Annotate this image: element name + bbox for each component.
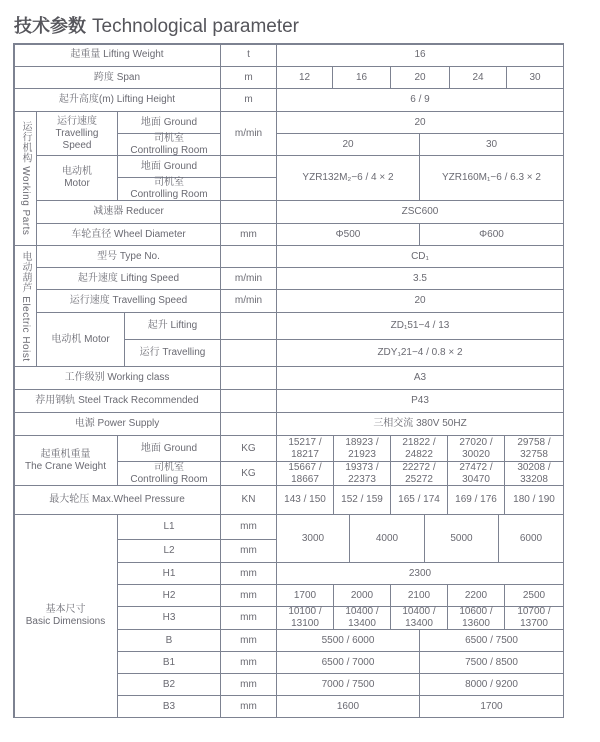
unit-cell: [220, 289, 277, 313]
row-label-steel-track: [13, 389, 221, 413]
cell-text: 地面 Ground: [140, 160, 198, 172]
row-label-travelling-speed: [36, 289, 221, 313]
unit-cell: [220, 66, 277, 89]
cell-text: 20: [414, 295, 426, 306]
value-cell: [504, 435, 564, 462]
cell-text: 13400: [348, 618, 376, 629]
cell-text: ZSC600: [401, 206, 439, 217]
cell-text: 6500 / 7500: [465, 634, 518, 646]
cell-text: 30: [529, 71, 541, 83]
cell-text: mm: [240, 521, 257, 532]
unit-cell: [220, 485, 277, 515]
unit-cell: [220, 629, 277, 652]
cell-text: 地面 Ground: [140, 116, 198, 128]
value-cell: [276, 435, 334, 462]
cell-text: mm: [240, 545, 257, 556]
cell-text: 18217: [291, 448, 319, 460]
cell-text: 基本尺寸: [45, 604, 86, 615]
cell-text: 24822: [405, 448, 433, 460]
row-label-basic-dimensions: [13, 514, 118, 718]
dim-label-h1: [117, 562, 221, 585]
dim-label-h2: [117, 584, 221, 607]
value-cell: [276, 562, 564, 585]
value-cell: [333, 485, 391, 515]
value-cell: [332, 66, 391, 89]
cell-text: 30470: [462, 473, 490, 485]
row-label-max-wheel-pressure: [13, 485, 221, 515]
cell-text: mm: [240, 228, 257, 240]
cell-text: A3: [413, 372, 427, 383]
cell-text: 跨度 Span: [93, 71, 141, 83]
cell-text: 司机室: [153, 132, 184, 144]
value-cell: [419, 629, 564, 652]
cell-text: H2: [162, 589, 176, 601]
sub-label-controlling-room: [117, 133, 221, 156]
cell-text: Controlling Room: [130, 189, 208, 200]
row-label-motor: [36, 155, 118, 201]
value-cell: [349, 514, 425, 563]
dim-label-b: [117, 629, 221, 652]
cell-text: 18667: [291, 473, 319, 485]
cell-text: 16: [355, 71, 368, 83]
value-cell: [276, 88, 564, 112]
cell-text: 运行速度: [56, 115, 97, 127]
cell-text: 司机室: [153, 461, 184, 473]
cell-text: 2100: [407, 589, 431, 601]
value-cell: [276, 312, 564, 340]
unit-cell: [220, 111, 277, 156]
value-cell: [390, 606, 448, 630]
unit-cell: [220, 223, 277, 246]
cell-text: 2300: [408, 567, 432, 579]
unit-cell: [220, 200, 277, 224]
cell-text: mm: [240, 589, 257, 601]
value-cell: [276, 43, 564, 67]
cell-text: 起升 Lifting: [147, 320, 198, 331]
value-cell: [333, 606, 391, 630]
cell-text: 5500 / 6000: [321, 634, 375, 646]
row-label-travelling-speed: [36, 111, 118, 156]
row-label-lifting-height: [13, 88, 221, 112]
value-cell: [419, 673, 564, 696]
cell-text: m/min: [234, 272, 263, 284]
cell-text: mm: [240, 700, 257, 712]
cell-text: 运行 Travelling: [139, 347, 206, 358]
cell-text: 13700: [520, 618, 548, 629]
row-label-crane-weight: [13, 435, 118, 486]
unit-cell: [220, 461, 277, 486]
cell-text: mm: [240, 678, 257, 690]
value-cell: [276, 584, 334, 607]
dim-label-b3: [117, 695, 221, 718]
cell-text: 24: [472, 71, 484, 83]
unit-cell: [220, 584, 277, 607]
cell-text: 司机室: [153, 177, 184, 188]
value-cell: [506, 66, 564, 89]
cell-text: 25272: [405, 473, 433, 485]
cell-text: 15217 /: [288, 436, 322, 448]
unit-cell: [220, 177, 277, 201]
cell-text: Travelling: [55, 127, 99, 139]
cell-text: m: [244, 94, 253, 105]
cell-text: 8000 / 9200: [465, 678, 518, 690]
cell-text: ZD₁51−4 / 13: [390, 320, 450, 331]
cell-text: L2: [163, 545, 175, 556]
value-cell: [419, 651, 564, 674]
value-cell: [276, 606, 334, 630]
cell-text: 减速器 Reducer: [93, 206, 164, 217]
value-cell: [276, 339, 564, 367]
cell-text: 4000: [375, 532, 399, 544]
value-cell: [419, 223, 564, 246]
value-cell: [276, 629, 420, 652]
cell-text: KN: [241, 494, 256, 505]
cell-text: 30020: [462, 448, 490, 460]
value-cell: [276, 673, 420, 696]
value-cell: [276, 695, 420, 718]
group-label-electric-hoist: [13, 245, 37, 367]
cell-text: 169 / 176: [455, 494, 497, 505]
cell-text: 1700: [293, 589, 317, 601]
unit-cell: [220, 514, 277, 540]
cell-text: 143 / 150: [284, 494, 326, 505]
cell-text: 5000: [450, 532, 473, 544]
unit-cell: [220, 88, 277, 112]
value-cell: [419, 133, 564, 156]
cell-text: 运行速度 Travelling Speed: [69, 295, 188, 306]
cell-text: P43: [411, 395, 429, 406]
cell-text: 7500 / 8500: [465, 656, 518, 668]
cell-text: 地面 Ground: [140, 442, 198, 454]
cell-text: 27472 /: [459, 461, 493, 473]
cell-text: 22373: [348, 473, 376, 485]
cell-text: m: [244, 71, 253, 83]
cell-text: 电动机: [62, 166, 92, 177]
unit-cell: [220, 245, 277, 268]
cell-text: 最大轮压 Max.Wheel Pressure: [49, 494, 185, 505]
row-label-hoist-motor: [36, 312, 125, 367]
row-label-wheel-diameter: [36, 223, 221, 246]
cell-text: ZDY₁21−4 / 0.8 × 2: [377, 347, 463, 358]
dim-label-l2: [117, 539, 221, 563]
dim-label-l1: [117, 514, 221, 540]
cell-text: 车轮直径 Wheel Diameter: [71, 228, 186, 240]
cell-text: B1: [162, 656, 176, 668]
unit-cell: [220, 412, 277, 436]
row-label-power-supply: [13, 412, 221, 436]
value-cell: [276, 223, 420, 246]
value-cell: [504, 485, 564, 515]
cell-text: KG: [241, 467, 256, 479]
cell-text: 10400 /: [345, 606, 379, 617]
cell-text: 13400: [405, 618, 433, 629]
value-cell: [419, 695, 564, 718]
sub-label-ground: [117, 155, 221, 178]
cell-text: 152 / 159: [341, 494, 383, 505]
cell-text: CD₁: [411, 250, 429, 262]
cell-text: B3: [162, 700, 176, 712]
cell-text: 22272 /: [402, 461, 436, 473]
sub-label-ground: [117, 435, 221, 462]
cell-text: 起重机重量: [40, 448, 91, 460]
cell-text: H3: [162, 612, 176, 623]
cell-text: H1: [162, 567, 176, 579]
unit-cell: [220, 312, 277, 340]
cell-text: 电动机 Motor: [51, 333, 110, 345]
cell-text: 13600: [462, 618, 490, 629]
row-label-type-no: [36, 245, 221, 268]
dim-label-h3: [117, 606, 221, 630]
cell-text: Controlling Room: [130, 144, 208, 156]
unit-cell: [220, 155, 277, 178]
cell-text: m/min: [234, 295, 263, 306]
value-cell: [424, 514, 499, 563]
value-cell: [276, 111, 564, 134]
cell-text: 21923: [348, 448, 376, 460]
cell-text: 30: [485, 138, 498, 150]
cell-text: 12: [298, 71, 311, 83]
sub-label-lifting: [124, 312, 221, 340]
cell-text: L1: [163, 521, 175, 532]
cell-text: m/min: [234, 127, 263, 139]
cell-text: Controlling Room: [130, 473, 208, 485]
row-label-working-class: [13, 366, 221, 390]
cell-text: 21822 /: [402, 436, 436, 448]
value-cell: [276, 389, 564, 413]
unit-cell: [220, 562, 277, 585]
cell-text: 2000: [350, 589, 374, 601]
cell-text: 20: [342, 138, 354, 150]
value-cell: [333, 435, 391, 462]
cell-text: 180 / 190: [513, 494, 555, 505]
cell-text: 运行机构 Working Parts: [20, 121, 31, 236]
cell-text: 2500: [522, 589, 546, 601]
value-cell: [276, 412, 564, 436]
unit-cell: [220, 366, 277, 390]
unit-cell: [220, 651, 277, 674]
value-cell: [390, 584, 448, 607]
cell-text: 32758: [520, 448, 548, 460]
dim-label-b1: [117, 651, 221, 674]
cell-text: The Crane Weight: [25, 460, 106, 472]
cell-text: 1700: [480, 700, 503, 712]
value-cell: [276, 485, 334, 515]
unit-cell: [220, 43, 277, 67]
cell-text: 6500 / 7000: [321, 656, 375, 668]
unit-cell: [220, 339, 277, 367]
cell-text: B: [165, 634, 173, 646]
row-label-lifting-weight: [13, 43, 221, 67]
unit-cell: [220, 673, 277, 696]
unit-cell: [220, 606, 277, 630]
cell-text: 起升高度(m) Lifting Height: [58, 94, 176, 105]
value-cell: [447, 461, 505, 486]
value-cell: [276, 289, 564, 313]
row-label-span: [13, 66, 221, 89]
value-cell: [276, 267, 564, 290]
value-cell: [276, 66, 333, 89]
group-label-working-parts: [13, 111, 37, 246]
cell-text: 3000: [301, 532, 325, 544]
cell-text: 电动葫芦 Electric Hoist: [20, 250, 31, 362]
cell-text: 10400 /: [402, 606, 436, 617]
cell-text: 起升速度 Lifting Speed: [77, 272, 180, 284]
cell-text: 三相交流 380V 50HZ: [373, 418, 467, 429]
cell-text: mm: [240, 567, 257, 579]
unit-cell: [220, 267, 277, 290]
cell-text: Basic Dimensions: [25, 616, 106, 627]
value-cell: [419, 155, 564, 201]
value-cell: [390, 66, 450, 89]
title-en: Technological parameter: [92, 16, 300, 37]
cell-text: 33208: [520, 473, 548, 485]
cell-text: 29758 /: [517, 436, 551, 448]
value-cell: [447, 584, 505, 607]
value-cell: [449, 66, 507, 89]
cell-text: YZR132M₂−6 / 4 × 2: [302, 172, 394, 183]
cell-text: Speed: [62, 139, 92, 151]
value-cell: [504, 584, 564, 607]
cell-text: 20: [414, 71, 426, 83]
dim-label-b2: [117, 673, 221, 696]
value-cell: [276, 245, 564, 268]
unit-cell: [220, 389, 277, 413]
cell-text: 165 / 174: [398, 494, 440, 505]
cell-text: 10600 /: [459, 606, 493, 617]
cell-text: 10100 /: [288, 606, 322, 617]
cell-text: 30208 /: [517, 461, 551, 473]
value-cell: [276, 461, 334, 486]
cell-text: 工作级别 Working class: [64, 372, 170, 383]
value-cell: [447, 435, 505, 462]
cell-text: 13100: [291, 618, 319, 629]
cell-text: 10700 /: [517, 606, 551, 617]
value-cell: [333, 584, 391, 607]
title-cn: 技术参数: [14, 16, 86, 37]
cell-text: Motor: [64, 178, 90, 189]
value-cell: [447, 606, 505, 630]
cell-text: 16: [414, 49, 426, 60]
cell-text: 型号 Type No.: [97, 250, 160, 262]
unit-cell: [220, 539, 277, 563]
cell-text: mm: [240, 612, 257, 623]
sub-label-controlling-room: [117, 177, 221, 201]
cell-text: t: [247, 49, 250, 60]
cell-text: 19373 /: [345, 461, 379, 473]
cell-text: 3.5: [413, 272, 427, 284]
cell-text: 7000 / 7500: [321, 678, 375, 690]
cell-text: Φ500: [335, 228, 361, 240]
cell-text: Φ600: [479, 228, 504, 240]
value-cell: [276, 366, 564, 390]
row-label-lifting-speed: [36, 267, 221, 290]
value-cell: [498, 514, 564, 563]
cell-text: 2200: [464, 589, 488, 601]
value-cell: [333, 461, 391, 486]
value-cell: [390, 461, 448, 486]
value-cell: [276, 133, 420, 156]
value-cell: [276, 514, 350, 563]
unit-cell: [220, 435, 277, 462]
sub-label-ground: [117, 111, 221, 134]
value-cell: [447, 485, 505, 515]
cell-text: YZR160M₁−6 / 6.3 × 2: [442, 172, 541, 183]
value-cell: [276, 200, 564, 224]
cell-text: 20: [414, 116, 426, 128]
cell-text: 18923 /: [345, 436, 379, 448]
sub-label-controlling-room: [117, 461, 221, 486]
sub-label-travelling: [124, 339, 221, 367]
cell-text: 电源 Power Supply: [74, 418, 160, 429]
row-label-reducer: [36, 200, 221, 224]
cell-text: mm: [240, 634, 257, 646]
cell-text: 起重量 Lifting Weight: [70, 49, 164, 60]
cell-text: 27020 /: [459, 436, 493, 448]
value-cell: [390, 485, 448, 515]
value-cell: [390, 435, 448, 462]
cell-text: mm: [240, 656, 257, 668]
value-cell: [276, 651, 420, 674]
cell-text: 6 / 9: [410, 94, 430, 105]
cell-text: KG: [241, 442, 256, 454]
cell-text: 6000: [519, 532, 543, 544]
unit-cell: [220, 695, 277, 718]
cell-text: 15667 /: [288, 461, 322, 473]
cell-text: 荐用钢轨 Steel Track Recommended: [35, 395, 199, 406]
value-cell: [276, 155, 420, 201]
value-cell: [504, 461, 564, 486]
cell-text: B2: [162, 678, 176, 690]
cell-text: 1600: [336, 700, 360, 712]
value-cell: [504, 606, 564, 630]
